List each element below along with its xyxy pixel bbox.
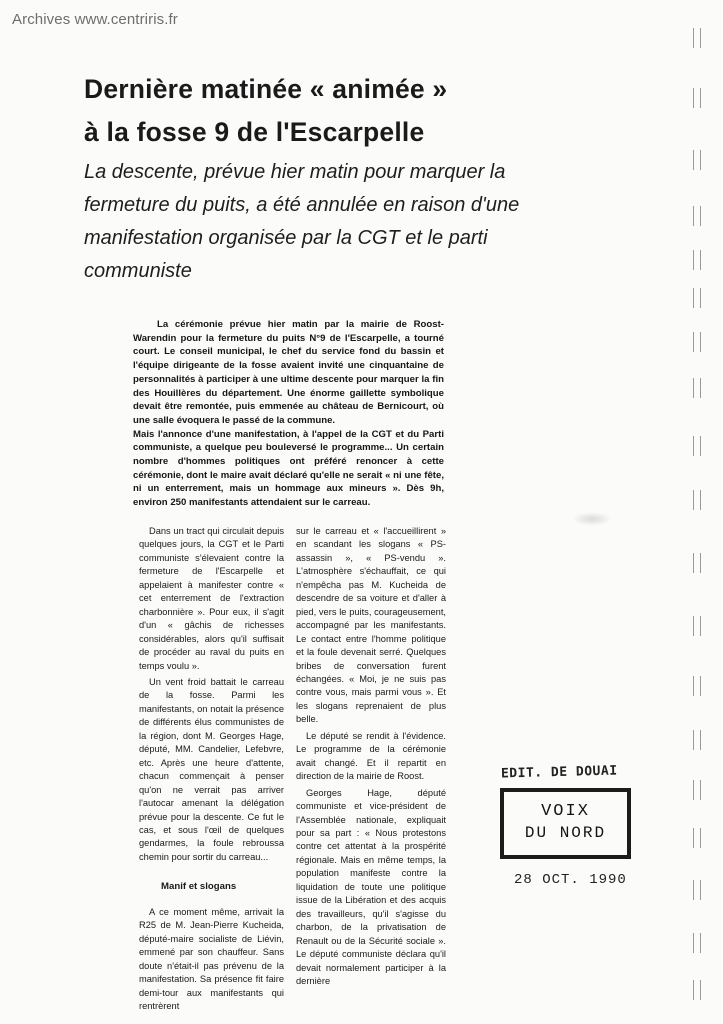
binding-holes [693, 28, 701, 1008]
headline-line-2: à la fosse 9 de l'Escarpelle [84, 117, 425, 147]
body-paragraph: Un vent froid battait le carreau de la fosse. Parmi les manifestants, on notait la présence de différents élus communistes de la région, dont M. Georges Hage, député, MM. Candelier, Lefebvre, etc. Après une heure d'attente, chacun commençait à penser qu'on ne verrait pas arriver l'autocar amenant la délégation prévue pour la descente. Ce fut le cas, et sous l'œil de quelques gendarmes, la foule rebroussa chemin pour sortir du carreau... [139, 676, 284, 862]
date-stamp: 28 OCT. 1990 [514, 872, 627, 888]
section-subheading: Manif et slogans [161, 881, 237, 893]
scan-smudge [572, 512, 612, 526]
body-paragraph: A ce moment même, arrivait la R25 de M. Jean-Pierre Kucheida, député-maire socialiste de Liévin, emmené par son chauffeur. Sans doute n'était-il pas prévenu de la manifestation. Sa présence fit faire demi-tour aux manifestants qui rentrèrent [139, 906, 284, 1011]
body-column-left [139, 525, 284, 1013]
newspaper-name-line-1: VOIX [541, 802, 590, 821]
newspaper-stamp [500, 788, 631, 859]
body-paragraph: sur le carreau et « l'accueillirent » en scandant les slogans « PS-assassin », « PS-vendu ». L'atmosphère s'échauffait, ce qui n'empêcha pas M. Kucheida de descendre de sa voiture et d'aller à pied, vers le puits, courageusement, accompagné par les manifestants. Le contact entre l'homme politique et la foule devenait serré. Quelques bribes de conversation furent échangées. « Moi, je ne suis pas contre vous, mais parmi vous ». Et les slogans reprenaient de plus belle. [296, 526, 446, 725]
lead-paragraphs [133, 318, 444, 510]
headline-line-1: Dernière matinée « animée » [84, 74, 448, 104]
newspaper-name-line-2: DU NORD [524, 824, 607, 842]
body-paragraph: Le député se rendit à l'évidence. Le programme de la cérémonie avait changé. Et il repartit en direction de la mairie de Roost. [296, 730, 446, 782]
body-paragraph: Dans un tract qui circulait depuis quelques jours, la CGT et le Parti communiste s'élevaient contre la fermeture de l'Escarpelle et appelaient à manifester contre « cet enterrement de l'extraction charbonnière ». Pour eux, il s'agit d'un « gâchis de richesses considérables, alors qu'il suffisait de procéder au raval du puits en temps voulu ». [139, 526, 284, 671]
body-paragraph: Georges Hage, député communiste et vice-président de l'Assemblée nationale, expliquait pour sa part : « Nous protestons contre cet attentat à la prospérité régionale. Mais en même temps, la population manifeste contre la liquidation de toute une politique issue de la Libération et des acquis des travailleurs, qu'il s'agisse du charbon, de la privatisation de Renault ou de la Sécurité sociale ». Le député communiste déclara qu'il devait normalement participer à la dernière [296, 787, 446, 986]
headline [84, 68, 554, 154]
body-column-right [296, 525, 446, 988]
archive-watermark: Archives www.centriris.fr [12, 11, 178, 28]
lead-paragraph-1: La cérémonie prévue hier matin par la mairie de Roost-Warendin pour la fermeture du puits N°9 de l'Escarpelle, a tourné court. Le conseil municipal, le chef du service fond du bassin et l'équipe dirigeante de la fosse avaient invité une cinquantaine de personnalités à participer à une ultime descente pour marquer la fin des Houillères du département. Une énorme gaillette symbolique devait être remontée, puis emmenée au château de Bernicourt, où une salle évoquera le passé de la commune. [133, 319, 444, 426]
edition-stamp: EDIT. DE DOUAI [500, 763, 618, 782]
standfirst: La descente, prévue hier matin pour marquer la fermeture du puits, a été annulée en raison d'une manifestation organisée par la CGT et le parti communiste [84, 161, 520, 282]
lead-paragraph-2: Mais l'annonce d'une manifestation, à l'appel de la CGT et du Parti communiste, a quelque peu bouleversé le programme... Un certain nombre d'hommes politiques ont préféré renoncer à cette cérémonie, dont le maire avait déclaré qu'elle ne serait « ni une fête, ni un enterrement, mais un hommage aux mineurs ». Dès 9h, environ 250 manifestants attendaient sur le carreau. [133, 428, 444, 509]
